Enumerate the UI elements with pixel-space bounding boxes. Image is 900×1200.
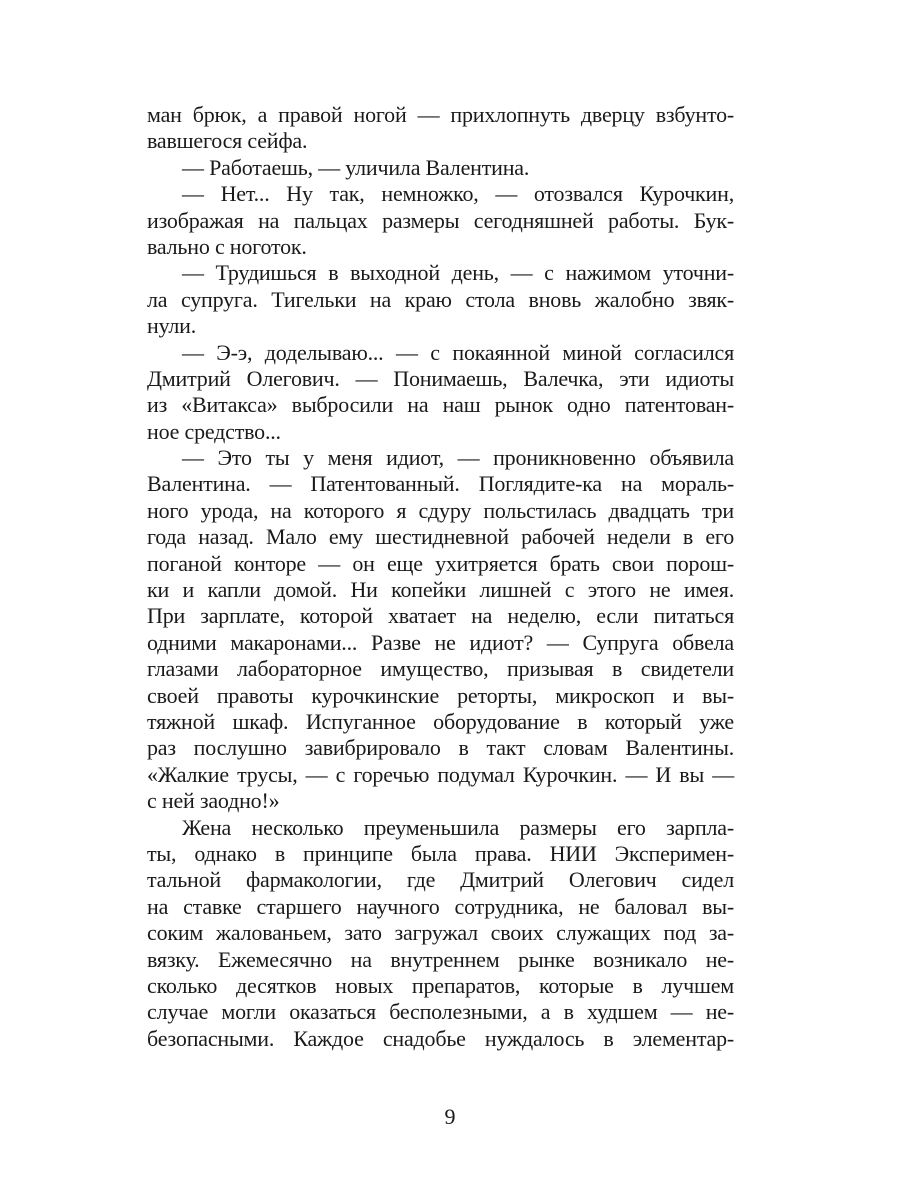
text-line: вавшегося сейфа. [147, 128, 308, 154]
text-line: своей правоты курочкинские реторты, микроскоп и вы- [147, 682, 734, 708]
text-line: вально с ноготок. [147, 233, 307, 259]
text-line: с ней заодно!» [147, 788, 280, 814]
text-line: Жена несколько преуменьшила размеры его зарпла- [182, 814, 734, 840]
text-line: — Нет... Ну так, немножко, — отозвался Курочкин, [182, 181, 734, 207]
page-number: 9 [444, 1104, 456, 1129]
text-line: тяжной шкаф. Испуганное оборудование в который уже [147, 708, 734, 734]
text-line: безопасными. Каждое снадобье нуждалось в элементар- [147, 1025, 734, 1051]
text-line: — Это ты у меня идиот, — проникновенно объявила [182, 445, 734, 471]
text-line: Дмитрий Олегович. — Понимаешь, Валечка, эти идиоты [147, 365, 734, 391]
text-line: ман брюк, а правой ногой — прихлопнуть дверцу взбунто- [147, 102, 734, 127]
book-page-text [147, 102, 734, 1052]
text-line: соким жалованьем, зато загружал своих служащих под за- [147, 920, 734, 946]
text-line: одними макаронами... Разве не идиот? — Супруга обвела [147, 629, 734, 655]
text-line: из «Витакса» выбросили на наш рынок одно патентован- [147, 392, 734, 418]
text-line: случае могли оказаться бесполезными, а в худшем — не- [147, 999, 734, 1025]
text-line: сколько десятков новых препаратов, которые в лучшем [147, 972, 734, 998]
text-line: раз послушно завибрировало в такт словам Валентины. [147, 735, 734, 761]
text-line: ки и капли домой. Ни копейки лишней с этого не имея. [147, 577, 734, 603]
text-line: ты, однако в принципе была права. НИИ Эксперимен- [147, 840, 734, 866]
text-line: Валентина. — Патентованный. Поглядите-ка на мораль- [147, 471, 734, 497]
text-line: года назад. Мало ему шестидневной рабочей недели в его [147, 524, 734, 550]
text-line: При зарплате, которой хватает на неделю, если питаться [147, 603, 734, 629]
text-line: ного урода, на которого я сдуру польстилась двадцать три [147, 497, 734, 523]
text-line: — Э-э, доделываю... — с покаянной миной согласился [182, 339, 734, 365]
text-line: — Трудишься в выходной день, — с нажимом уточни- [182, 260, 734, 286]
text-line: нули. [147, 313, 197, 339]
text-line: «Жалкие трусы, — с горечью подумал Курочкин. — И вы — [147, 761, 734, 787]
text-line: ное средство... [147, 418, 281, 444]
text-line: глазами лабораторное имущество, призывая в свидетели [147, 656, 734, 682]
text-line: поганой конторе — он еще ухитряется брать свои порош- [147, 550, 734, 576]
text-line: — Работаешь, — уличила Валентина. [182, 154, 530, 180]
text-line: ла супруга. Тигельки на краю стола вновь жалобно звяк- [147, 286, 734, 312]
text-line: изображая на пальцах размеры сегодняшней работы. Бук- [147, 207, 734, 233]
text-line: вязку. Ежемесячно на внутреннем рынке возникало не- [147, 946, 734, 972]
text-line: тальной фармакологии, где Дмитрий Олегович сидел [147, 867, 734, 893]
text-line: на ставке старшего научного сотрудника, не баловал вы- [147, 893, 734, 919]
